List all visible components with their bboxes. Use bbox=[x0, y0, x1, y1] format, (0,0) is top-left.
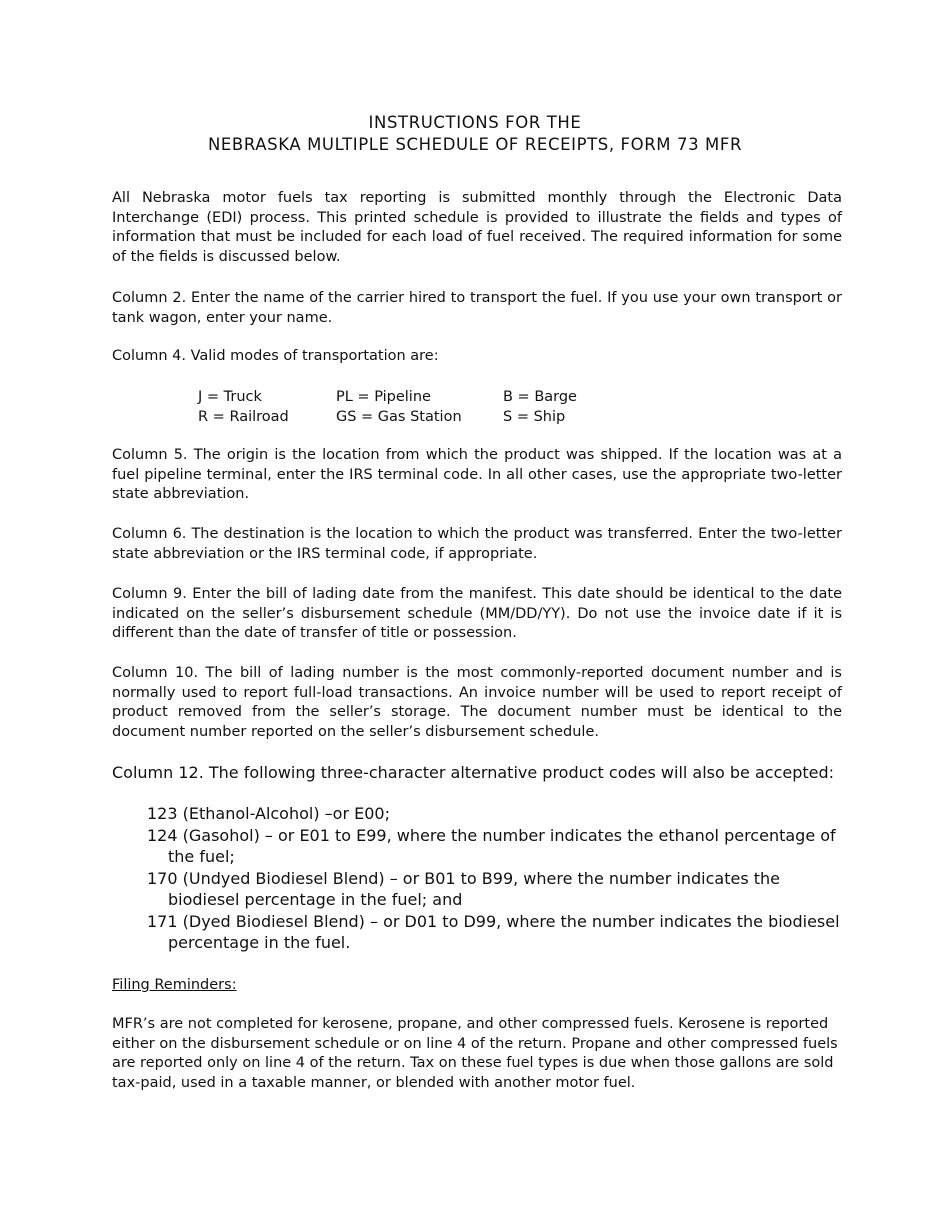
title-line-2: NEBRASKA MULTIPLE SCHEDULE OF RECEIPTS, FORM 73 MFR bbox=[207, 135, 743, 154]
column-10-paragraph: Column 10. The bill of lading number is the most commonly-reported document number and is normally used to report full-load transactions. An invoice number will be used to report receipt of product removed from the seller’s storage. The document number must be identical to the document number reported on the seller’s disbursement schedule. bbox=[112, 665, 842, 740]
column-9-paragraph: Column 9. Enter the bill of lading date from the manifest. This date should be identical to the date indicated on the seller’s disbursement schedule (MM/DD/YY). Do not use the invoice date if it is different than the date of transfer of title or possession. bbox=[112, 586, 842, 641]
product-code-item: 124 (Gasohol) – or E01 to E99, where the number indicates the ethanol percentage of the fuel; bbox=[147, 825, 836, 866]
column-5-paragraph: Column 5. The origin is the location from which the product was shipped. If the location was at a fuel pipeline terminal, enter the IRS terminal code. In all other cases, use the appropriate two-letter state abbreviation. bbox=[112, 447, 842, 502]
intro-paragraph: All Nebraska motor fuels tax reporting is submitted monthly through the Electronic Data Interchange (EDI) process. This printed schedule is provided to illustrate the fields and types of information that must be included for each load of fuel received. The required information for some of the fields is discussed below. bbox=[112, 190, 842, 265]
transport-modes-row bbox=[198, 388, 623, 408]
product-code-item: 170 (Undyed Biodiesel Blend) – or B01 to B99, where the number indicates the biodiesel percentage in the fuel; and bbox=[147, 868, 780, 909]
column-2-paragraph: Column 2. Enter the name of the carrier hired to transport the fuel. If you use your own transport or tank wagon, enter your name. bbox=[112, 290, 842, 326]
product-code-item: 123 (Ethanol-Alcohol) –or E00; bbox=[147, 804, 390, 823]
product-codes-list bbox=[147, 803, 847, 954]
mode-ship: S = Ship bbox=[503, 408, 566, 425]
transport-modes-row bbox=[198, 408, 623, 428]
mode-barge: B = Barge bbox=[503, 389, 577, 405]
column-12-intro: Column 12. The following three-character alternative product codes will also be accepted: bbox=[112, 763, 835, 782]
transport-modes-table bbox=[198, 388, 623, 427]
document-title bbox=[0, 112, 950, 156]
filing-reminders-paragraph: MFR’s are not completed for kerosene, propane, and other compressed fuels. Kerosene is reported either on the disbursement schedule or on line 4 of the return. Propane and other compressed fuels are reported only on line 4 of the return. Tax on these fuel types is due when those gallons are sold tax-paid, used in a taxable manner, or blended with another motor fuel. bbox=[112, 1016, 838, 1091]
product-code-item: 171 (Dyed Biodiesel Blend) – or D01 to D99, where the number indicates the biodiesel percentage in the fuel. bbox=[147, 911, 840, 952]
column-4-intro: Column 4. Valid modes of transportation are: bbox=[112, 348, 439, 364]
mode-truck: J = Truck bbox=[198, 389, 262, 405]
column-6-paragraph: Column 6. The destination is the location to which the product was transferred. Enter the two-letter state abbreviation or the IRS terminal code, if appropriate. bbox=[112, 526, 842, 562]
title-line-1: INSTRUCTIONS FOR THE bbox=[368, 113, 582, 132]
mode-pipeline: PL = Pipeline bbox=[336, 389, 431, 405]
filing-reminders-heading: Filing Reminders: bbox=[112, 977, 237, 993]
mode-railroad: R = Railroad bbox=[198, 408, 289, 425]
mode-gas-station: GS = Gas Station bbox=[336, 408, 462, 425]
